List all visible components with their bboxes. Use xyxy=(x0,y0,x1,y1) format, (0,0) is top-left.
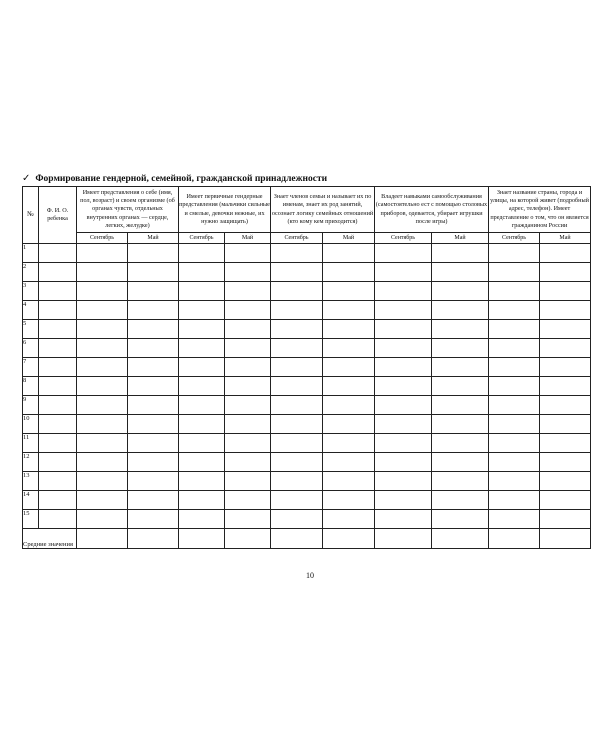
checkmark-icon: ✓ xyxy=(22,173,31,184)
score-cell xyxy=(271,453,323,472)
score-cell xyxy=(225,472,271,491)
score-cell xyxy=(128,491,179,510)
score-cell xyxy=(323,415,375,434)
average-cell xyxy=(128,529,179,549)
score-cell xyxy=(540,472,591,491)
table-body xyxy=(23,244,591,529)
header-criterion-5: Знает название страны, города и улицы, на которой живет (подробный адрес, телефон). Имеет представление о том, что он является гражданином России xyxy=(489,187,591,233)
score-cell xyxy=(540,263,591,282)
score-cell xyxy=(128,301,179,320)
table-row xyxy=(23,358,591,377)
child-name-cell xyxy=(39,472,77,491)
score-cell xyxy=(375,263,432,282)
score-cell xyxy=(128,320,179,339)
score-cell xyxy=(179,491,225,510)
score-cell xyxy=(271,415,323,434)
score-cell xyxy=(179,358,225,377)
score-cell xyxy=(489,377,540,396)
score-cell xyxy=(375,415,432,434)
score-cell xyxy=(225,244,271,263)
score-cell xyxy=(77,282,128,301)
score-cell xyxy=(375,339,432,358)
score-cell xyxy=(225,396,271,415)
score-cell xyxy=(323,434,375,453)
score-cell xyxy=(77,491,128,510)
score-cell xyxy=(489,415,540,434)
score-cell xyxy=(271,263,323,282)
header-may: Май xyxy=(323,233,375,244)
score-cell xyxy=(128,434,179,453)
score-cell xyxy=(323,377,375,396)
score-cell xyxy=(489,320,540,339)
child-name-cell xyxy=(39,320,77,339)
score-cell xyxy=(77,339,128,358)
score-cell xyxy=(489,282,540,301)
score-cell xyxy=(489,472,540,491)
header-september: Сентябрь xyxy=(271,233,323,244)
header-may: Май xyxy=(225,233,271,244)
score-cell xyxy=(77,358,128,377)
score-cell xyxy=(540,244,591,263)
score-cell xyxy=(432,377,489,396)
score-cell xyxy=(271,377,323,396)
score-cell xyxy=(128,358,179,377)
row-number: 8 xyxy=(23,377,39,396)
score-cell xyxy=(225,415,271,434)
header-september: Сентябрь xyxy=(77,233,128,244)
score-cell xyxy=(77,244,128,263)
table-row xyxy=(23,377,591,396)
score-cell xyxy=(179,453,225,472)
score-cell xyxy=(489,358,540,377)
score-cell xyxy=(540,339,591,358)
table-row xyxy=(23,301,591,320)
score-cell xyxy=(323,301,375,320)
score-cell xyxy=(179,472,225,491)
score-cell xyxy=(375,377,432,396)
score-cell xyxy=(271,396,323,415)
score-cell xyxy=(432,244,489,263)
score-cell xyxy=(432,339,489,358)
score-cell xyxy=(432,282,489,301)
score-cell xyxy=(323,491,375,510)
score-cell xyxy=(225,453,271,472)
score-cell xyxy=(179,301,225,320)
score-cell xyxy=(128,263,179,282)
score-cell xyxy=(489,244,540,263)
table-row xyxy=(23,339,591,358)
child-name-cell xyxy=(39,301,77,320)
score-cell xyxy=(432,263,489,282)
header-row-criteria xyxy=(23,187,591,233)
row-number: 2 xyxy=(23,263,39,282)
header-child-name: Ф. И. О. ребенка xyxy=(39,187,77,244)
score-cell xyxy=(179,510,225,529)
score-cell xyxy=(375,472,432,491)
header-number: № xyxy=(23,187,39,244)
table-row xyxy=(23,453,591,472)
row-number: 5 xyxy=(23,320,39,339)
score-cell xyxy=(271,320,323,339)
average-cell xyxy=(323,529,375,549)
score-cell xyxy=(323,282,375,301)
score-cell xyxy=(77,510,128,529)
child-name-cell xyxy=(39,244,77,263)
score-cell xyxy=(432,510,489,529)
header-row-periods xyxy=(23,233,591,244)
score-cell xyxy=(375,491,432,510)
score-cell xyxy=(489,510,540,529)
score-cell xyxy=(225,263,271,282)
header-may: Май xyxy=(128,233,179,244)
score-cell xyxy=(540,491,591,510)
score-cell xyxy=(540,434,591,453)
average-cell xyxy=(540,529,591,549)
score-cell xyxy=(128,282,179,301)
header-may: Май xyxy=(432,233,489,244)
row-number: 15 xyxy=(23,510,39,529)
child-name-cell xyxy=(39,396,77,415)
average-cell xyxy=(271,529,323,549)
score-cell xyxy=(375,301,432,320)
average-label: Средние значения xyxy=(23,529,77,549)
table-row xyxy=(23,244,591,263)
score-cell xyxy=(375,282,432,301)
table-row xyxy=(23,320,591,339)
score-cell xyxy=(375,320,432,339)
score-cell xyxy=(540,282,591,301)
score-cell xyxy=(489,491,540,510)
table-row xyxy=(23,396,591,415)
average-cell xyxy=(225,529,271,549)
score-cell xyxy=(489,434,540,453)
score-cell xyxy=(540,377,591,396)
score-cell xyxy=(540,320,591,339)
child-name-cell xyxy=(39,415,77,434)
assessment-table xyxy=(22,186,591,549)
score-cell xyxy=(432,453,489,472)
score-cell xyxy=(323,320,375,339)
table-row xyxy=(23,263,591,282)
child-name-cell xyxy=(39,358,77,377)
score-cell xyxy=(432,320,489,339)
score-cell xyxy=(179,320,225,339)
child-name-cell xyxy=(39,510,77,529)
score-cell xyxy=(323,358,375,377)
header-criterion-3: Знает членов семьи и называет их по именам, знает их род занятий, осознает логику семейных отношений (кто кому кем приходится) xyxy=(271,187,375,233)
score-cell xyxy=(225,358,271,377)
score-cell xyxy=(271,339,323,358)
score-cell xyxy=(432,415,489,434)
score-cell xyxy=(432,472,489,491)
score-cell xyxy=(179,415,225,434)
score-cell xyxy=(179,263,225,282)
score-cell xyxy=(375,434,432,453)
score-cell xyxy=(128,453,179,472)
score-cell xyxy=(77,396,128,415)
score-cell xyxy=(489,396,540,415)
score-cell xyxy=(375,244,432,263)
score-cell xyxy=(375,453,432,472)
score-cell xyxy=(271,434,323,453)
score-cell xyxy=(77,263,128,282)
score-cell xyxy=(271,510,323,529)
page-number: 10 xyxy=(306,571,314,580)
row-number: 6 xyxy=(23,339,39,358)
score-cell xyxy=(271,358,323,377)
score-cell xyxy=(271,244,323,263)
score-cell xyxy=(540,453,591,472)
score-cell xyxy=(540,415,591,434)
child-name-cell xyxy=(39,377,77,396)
score-cell xyxy=(375,358,432,377)
table-row xyxy=(23,510,591,529)
score-cell xyxy=(271,491,323,510)
average-cell xyxy=(432,529,489,549)
table-row xyxy=(23,282,591,301)
score-cell xyxy=(225,339,271,358)
score-cell xyxy=(179,282,225,301)
header-may: Май xyxy=(540,233,591,244)
score-cell xyxy=(77,434,128,453)
score-cell xyxy=(489,453,540,472)
score-cell xyxy=(271,282,323,301)
score-cell xyxy=(432,358,489,377)
child-name-cell xyxy=(39,491,77,510)
row-number: 3 xyxy=(23,282,39,301)
header-september: Сентябрь xyxy=(179,233,225,244)
score-cell xyxy=(375,396,432,415)
score-cell xyxy=(540,301,591,320)
score-cell xyxy=(540,396,591,415)
table-row xyxy=(23,415,591,434)
score-cell xyxy=(323,472,375,491)
row-number: 12 xyxy=(23,453,39,472)
score-cell xyxy=(271,301,323,320)
score-cell xyxy=(128,415,179,434)
score-cell xyxy=(179,434,225,453)
header-criterion-2: Имеет первичные гендерные представления (мальчики сильные и смелые, девочки нежные, их нужно защищать) xyxy=(179,187,271,233)
score-cell xyxy=(225,377,271,396)
score-cell xyxy=(540,510,591,529)
child-name-cell xyxy=(39,339,77,358)
score-cell xyxy=(128,472,179,491)
score-cell xyxy=(77,377,128,396)
table-row xyxy=(23,472,591,491)
row-number: 11 xyxy=(23,434,39,453)
row-number: 4 xyxy=(23,301,39,320)
average-cell xyxy=(179,529,225,549)
score-cell xyxy=(179,377,225,396)
child-name-cell xyxy=(39,263,77,282)
score-cell xyxy=(323,453,375,472)
score-cell xyxy=(375,510,432,529)
score-cell xyxy=(432,301,489,320)
table-row xyxy=(23,434,591,453)
score-cell xyxy=(179,396,225,415)
score-cell xyxy=(128,244,179,263)
score-cell xyxy=(77,301,128,320)
score-cell xyxy=(489,301,540,320)
row-number: 9 xyxy=(23,396,39,415)
row-number: 14 xyxy=(23,491,39,510)
average-cell xyxy=(375,529,432,549)
score-cell xyxy=(271,472,323,491)
row-number: 7 xyxy=(23,358,39,377)
average-cell xyxy=(77,529,128,549)
score-cell xyxy=(225,282,271,301)
child-name-cell xyxy=(39,282,77,301)
score-cell xyxy=(128,339,179,358)
average-cell xyxy=(489,529,540,549)
score-cell xyxy=(323,339,375,358)
score-cell xyxy=(489,263,540,282)
score-cell xyxy=(128,510,179,529)
score-cell xyxy=(77,320,128,339)
score-cell xyxy=(323,263,375,282)
score-cell xyxy=(77,472,128,491)
score-cell xyxy=(323,510,375,529)
score-cell xyxy=(225,491,271,510)
score-cell xyxy=(77,415,128,434)
score-cell xyxy=(323,244,375,263)
row-number: 13 xyxy=(23,472,39,491)
score-cell xyxy=(128,377,179,396)
score-cell xyxy=(225,434,271,453)
score-cell xyxy=(432,434,489,453)
row-number: 10 xyxy=(23,415,39,434)
score-cell xyxy=(489,339,540,358)
score-cell xyxy=(432,396,489,415)
child-name-cell xyxy=(39,434,77,453)
score-cell xyxy=(179,244,225,263)
header-criterion-1: Имеет представления о себе (имя, пол, возраст) и своем организме (об органах чувств, отдельных внутренних органах — сердце, легких, желудке) xyxy=(77,187,179,233)
section-title-text: Формирование гендерной, семейной, гражданской принадлежности xyxy=(35,174,328,184)
header-criterion-4: Владеет навыками самообслуживания (самостоятельно ест с помощью столовых приборов, одевается, убирает игрушки после игры) xyxy=(375,187,489,233)
table-row xyxy=(23,491,591,510)
score-cell xyxy=(179,339,225,358)
section-heading xyxy=(22,174,327,184)
child-name-cell xyxy=(39,453,77,472)
score-cell xyxy=(225,510,271,529)
header-september: Сентябрь xyxy=(489,233,540,244)
header-september: Сентябрь xyxy=(375,233,432,244)
score-cell xyxy=(225,301,271,320)
score-cell xyxy=(540,358,591,377)
score-cell xyxy=(432,491,489,510)
average-row xyxy=(23,529,591,549)
score-cell xyxy=(128,396,179,415)
score-cell xyxy=(77,453,128,472)
score-cell xyxy=(225,320,271,339)
row-number: 1 xyxy=(23,244,39,263)
score-cell xyxy=(323,396,375,415)
